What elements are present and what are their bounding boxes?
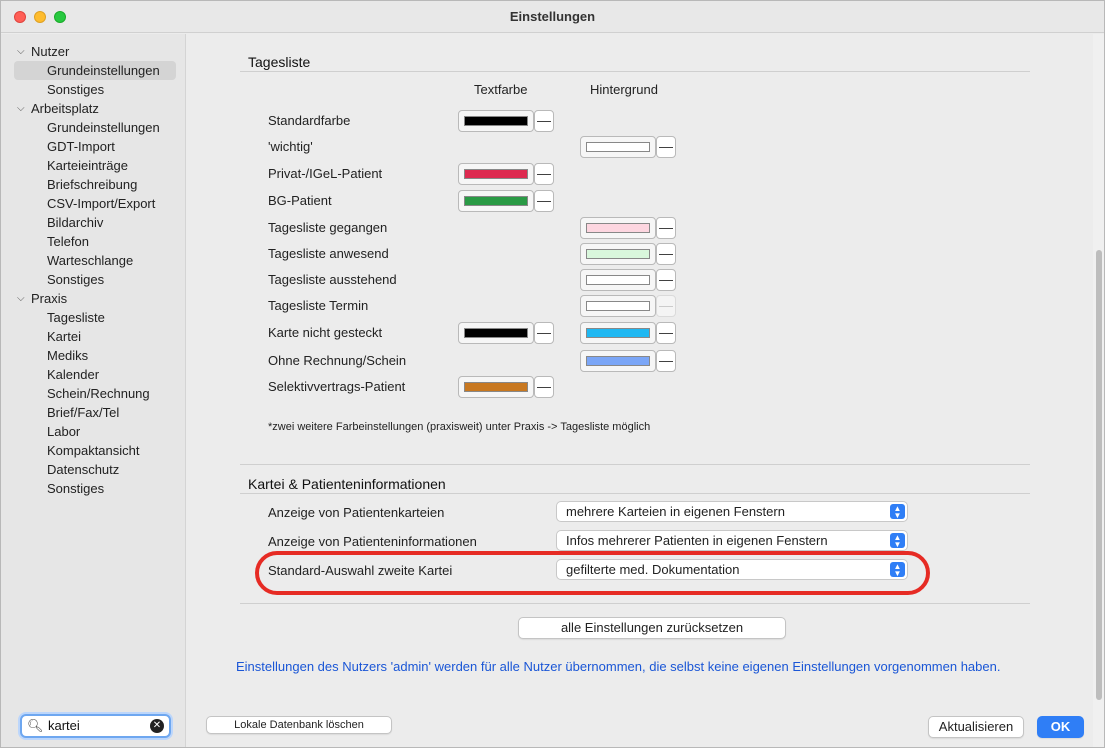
titlebar: [1, 1, 1104, 33]
search-input[interactable]: kartei: [48, 718, 80, 733]
textfarbe-column-header: Textfarbe: [474, 82, 528, 97]
text-color-well[interactable]: [458, 190, 534, 212]
color-row-label: Tagesliste Termin: [268, 298, 369, 313]
sidebar-item-kompaktansicht[interactable]: Kompaktansicht: [47, 443, 140, 458]
color-fill: [464, 382, 528, 392]
sidebar-item-brief-fax-tel[interactable]: Brief/Fax/Tel: [47, 405, 120, 420]
color-fill: [586, 223, 650, 233]
remove-text-color-button[interactable]: —: [534, 163, 554, 185]
color-row-label: Ohne Rechnung/Schein: [268, 353, 407, 368]
select-value: gefilterte med. Dokumentation: [566, 562, 740, 577]
sidebar-item-schein-rechnung[interactable]: Schein/Rechnung: [47, 386, 150, 401]
color-fill: [464, 328, 528, 338]
sidebar-item-tagesliste[interactable]: Tagesliste: [47, 310, 105, 325]
sidebar-item-sonstiges[interactable]: Sonstiges: [47, 272, 105, 287]
setting-label-patientenkarteien: Anzeige von Patientenkarteien: [268, 505, 445, 520]
remove-background-color-button[interactable]: —: [656, 269, 676, 291]
sidebar-item-telefon[interactable]: Telefon: [47, 234, 89, 249]
select-value: Infos mehrerer Patienten in eigenen Fenstern: [566, 533, 828, 548]
chevron-down-icon[interactable]: ⌵: [17, 103, 25, 114]
sidebar-item-kalender[interactable]: Kalender: [47, 367, 100, 382]
color-fill: [586, 275, 650, 285]
background-color-well[interactable]: [580, 217, 656, 239]
text-color-well[interactable]: [458, 322, 534, 344]
chevron-down-icon[interactable]: ⌵: [17, 293, 25, 304]
color-row-label: BG-Patient: [268, 193, 332, 208]
ok-button[interactable]: OK: [1037, 716, 1084, 738]
color-row-label: Tagesliste anwesend: [268, 246, 389, 261]
sidebar-group-arbeitsplatz[interactable]: [1, 99, 186, 118]
remove-background-color-button[interactable]: —: [656, 295, 676, 317]
sidebar-item-karteieinträge[interactable]: Karteieinträge: [47, 158, 128, 173]
sidebar-item-kartei[interactable]: Kartei: [47, 329, 81, 344]
search-field[interactable]: [20, 714, 171, 738]
color-row-label: Tagesliste gegangen: [268, 220, 388, 235]
main-panel: [187, 34, 1104, 747]
divider: [240, 603, 1030, 604]
sidebar-item-labor[interactable]: Labor: [47, 424, 81, 439]
remove-background-color-button[interactable]: —: [656, 136, 676, 158]
color-note: *zwei weitere Farbeinstellungen (praxisweit) unter Praxis -> Tagesliste möglich: [268, 421, 651, 433]
sidebar-item-briefschreibung[interactable]: Briefschreibung: [47, 177, 138, 192]
remove-background-color-button[interactable]: —: [656, 217, 676, 239]
remove-background-color-button[interactable]: —: [656, 350, 676, 372]
reset-settings-button[interactable]: alle Einstellungen zurücksetzen: [518, 617, 786, 639]
remove-text-color-button[interactable]: —: [534, 376, 554, 398]
background-color-well[interactable]: [580, 243, 656, 265]
tagesliste-section-title: Tagesliste: [248, 54, 311, 70]
highlight-annotation: [255, 551, 930, 595]
sidebar-group-label: Praxis: [31, 291, 68, 306]
sidebar-item-bildarchiv[interactable]: Bildarchiv: [47, 215, 104, 230]
remove-text-color-button[interactable]: —: [534, 322, 554, 344]
kartei-section-title: Kartei & Patienteninformationen: [248, 476, 446, 492]
text-color-well[interactable]: [458, 110, 534, 132]
color-row-label: Tagesliste ausstehend: [268, 272, 397, 287]
text-color-well[interactable]: [458, 376, 534, 398]
sidebar-item-grundeinstellungen[interactable]: Grundeinstellungen: [14, 61, 176, 80]
color-row-label: Karte nicht gesteckt: [268, 325, 383, 340]
color-row-label: Selektivvertrags-Patient: [268, 379, 406, 394]
sidebar-group-label: Arbeitsplatz: [31, 101, 99, 116]
color-row-label: Standardfarbe: [268, 113, 351, 128]
background-color-well[interactable]: [580, 322, 656, 344]
color-fill: [586, 356, 650, 366]
remove-text-color-button[interactable]: —: [534, 110, 554, 132]
sidebar-item-sonstiges[interactable]: Sonstiges: [47, 82, 105, 97]
updown-chevron-icon: ▲ ▼: [890, 504, 905, 519]
sidebar-item-sonstiges[interactable]: Sonstiges: [47, 481, 105, 496]
background-color-well[interactable]: [580, 350, 656, 372]
sidebar-item-mediks[interactable]: Mediks: [47, 348, 89, 363]
color-fill: [586, 328, 650, 338]
sidebar-item-warteschlange[interactable]: Warteschlange: [47, 253, 134, 268]
sidebar-item-datenschutz[interactable]: Datenschutz: [47, 462, 120, 477]
background-color-well[interactable]: [580, 295, 656, 317]
color-fill: [464, 169, 528, 179]
divider: [240, 71, 1030, 72]
color-fill: [464, 196, 528, 206]
vertical-scrollbar[interactable]: [1093, 34, 1104, 747]
sidebar-item-gdt-import[interactable]: GDT-Import: [47, 139, 115, 154]
divider: [240, 493, 1030, 494]
refresh-button[interactable]: Aktualisieren: [928, 716, 1024, 738]
admin-info-text: Einstellungen des Nutzers 'admin' werden für alle Nutzer übernommen, die selbst keine eigenen Einstellungen vorgenommen haben.: [236, 659, 1001, 674]
patienteninformationen-select[interactable]: [556, 530, 908, 551]
setting-label-zweite-kartei: Standard-Auswahl zweite Kartei: [268, 563, 453, 578]
updown-chevron-icon: ▲ ▼: [890, 533, 905, 548]
color-row-label: Privat-/IGeL-Patient: [268, 166, 383, 181]
remove-background-color-button[interactable]: —: [656, 243, 676, 265]
remove-text-color-button[interactable]: —: [534, 190, 554, 212]
background-color-well[interactable]: [580, 269, 656, 291]
color-row-label: 'wichtig': [268, 139, 313, 154]
setting-label-patienteninformationen: Anzeige von Patienteninformationen: [268, 534, 477, 549]
sidebar-group-nutzer[interactable]: [1, 42, 186, 61]
remove-background-color-button[interactable]: —: [656, 322, 676, 344]
color-fill: [586, 249, 650, 259]
sidebar: [1, 34, 186, 747]
hintergrund-column-header: Hintergrund: [590, 82, 658, 97]
clear-search-icon[interactable]: ✕: [150, 719, 164, 733]
sidebar-group-praxis[interactable]: [1, 289, 186, 308]
patientenkarteien-select[interactable]: [556, 501, 908, 522]
chevron-down-icon[interactable]: ⌵: [17, 46, 25, 57]
text-color-well[interactable]: [458, 163, 534, 185]
window-title: Einstellungen: [509, 9, 596, 24]
delete-local-db-button[interactable]: Lokale Datenbank löschen: [206, 716, 392, 734]
color-fill: [586, 301, 650, 311]
color-fill: [464, 116, 528, 126]
sidebar-group-label: Nutzer: [31, 44, 70, 59]
background-color-well[interactable]: [580, 136, 656, 158]
sidebar-item-grundeinstellungen[interactable]: Grundeinstellungen: [47, 120, 160, 135]
settings-tree: [1, 42, 186, 498]
color-fill: [586, 142, 650, 152]
divider: [240, 464, 1030, 465]
scrollbar-thumb[interactable]: [1096, 250, 1102, 700]
updown-chevron-icon: ▲ ▼: [890, 562, 905, 577]
select-value: mehrere Karteien in eigenen Fenstern: [566, 504, 785, 519]
sidebar-item-csv-import-export[interactable]: CSV-Import/Export: [47, 196, 156, 211]
search-icon: 🔍︎: [27, 718, 44, 733]
